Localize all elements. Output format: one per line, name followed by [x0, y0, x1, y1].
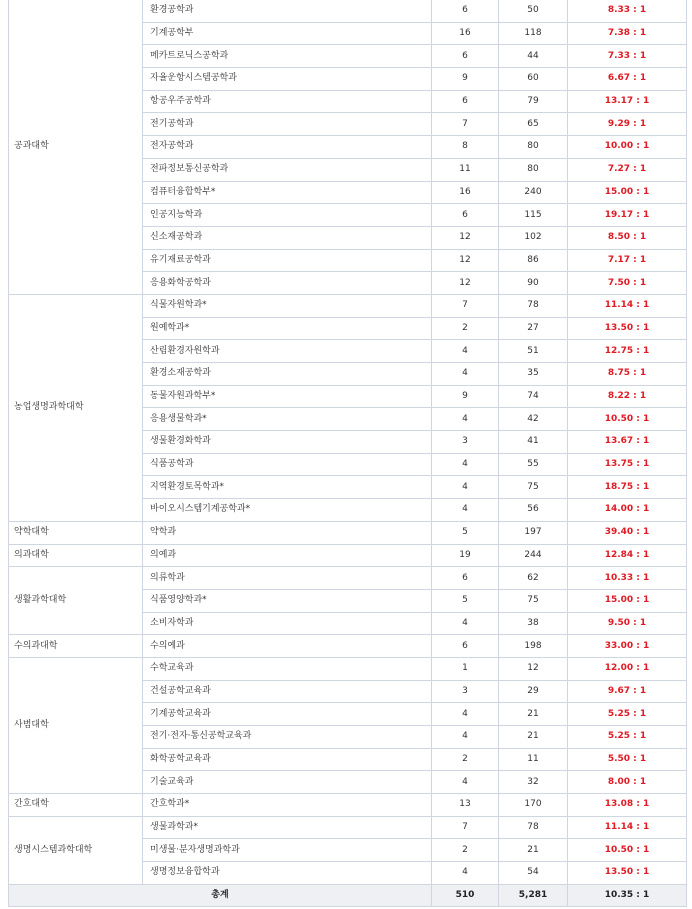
applicants-cell: 32 [499, 771, 568, 794]
applicants-cell: 74 [499, 385, 568, 408]
competition-rate-cell: 7.33 : 1 [568, 45, 687, 68]
total-label: 총계 [9, 884, 432, 906]
applicants-cell: 75 [499, 589, 568, 612]
quota-cell: 7 [432, 113, 499, 136]
table-row [9, 521, 687, 544]
applicants-cell: 79 [499, 90, 568, 113]
applicants-cell: 102 [499, 226, 568, 249]
competition-rate-cell: 13.50 : 1 [568, 317, 687, 340]
competition-table-container [8, 0, 686, 907]
applicants-cell: 90 [499, 272, 568, 295]
department-name: 산림환경자원학과 [143, 340, 432, 363]
table-row [9, 816, 687, 839]
competition-rate-cell: 10.00 : 1 [568, 136, 687, 159]
department-name: 의예과 [143, 544, 432, 567]
quota-cell: 5 [432, 589, 499, 612]
applicants-cell: 80 [499, 136, 568, 159]
quota-cell: 4 [432, 703, 499, 726]
competition-rate-cell: 8.33 : 1 [568, 0, 687, 22]
quota-cell: 2 [432, 748, 499, 771]
quota-cell: 6 [432, 204, 499, 227]
quota-cell: 4 [432, 363, 499, 386]
college-name: 생명시스템과학대학 [9, 816, 143, 884]
quota-cell: 2 [432, 317, 499, 340]
applicants-cell: 78 [499, 816, 568, 839]
quota-cell: 4 [432, 499, 499, 522]
department-name: 동물자원과학부* [143, 385, 432, 408]
applicants-cell: 65 [499, 113, 568, 136]
quota-cell: 6 [432, 90, 499, 113]
applicants-cell: 50 [499, 0, 568, 22]
department-name: 유기재료공학과 [143, 249, 432, 272]
quota-cell: 4 [432, 408, 499, 431]
college-name: 생활과학대학 [9, 567, 143, 635]
competition-rate-cell: 13.50 : 1 [568, 862, 687, 885]
competition-rate-cell: 12.75 : 1 [568, 340, 687, 363]
college-name: 사범대학 [9, 657, 143, 793]
department-name: 환경공학과 [143, 0, 432, 22]
applicants-cell: 55 [499, 453, 568, 476]
department-name: 식품공학과 [143, 453, 432, 476]
applicants-cell: 75 [499, 476, 568, 499]
department-name: 의류학과 [143, 567, 432, 590]
department-name: 항공우주공학과 [143, 90, 432, 113]
competition-rate-cell: 10.50 : 1 [568, 839, 687, 862]
table-row [9, 544, 687, 567]
department-name: 응용생물학과* [143, 408, 432, 431]
applicants-cell: 27 [499, 317, 568, 340]
applicants-cell: 38 [499, 612, 568, 635]
competition-rate-cell: 8.50 : 1 [568, 226, 687, 249]
applicants-cell: 54 [499, 862, 568, 885]
competition-rate-cell: 5.25 : 1 [568, 726, 687, 749]
quota-cell: 4 [432, 862, 499, 885]
department-name: 바이오시스템기계공학과* [143, 499, 432, 522]
applicants-cell: 198 [499, 635, 568, 658]
department-name: 자율운항시스템공학과 [143, 68, 432, 91]
department-name: 기계공학교육과 [143, 703, 432, 726]
department-name: 생물환경화학과 [143, 431, 432, 454]
table-row [9, 635, 687, 658]
competition-rate-cell: 9.29 : 1 [568, 113, 687, 136]
applicants-cell: 244 [499, 544, 568, 567]
competition-rate-cell: 5.25 : 1 [568, 703, 687, 726]
competition-rate-cell: 12.00 : 1 [568, 657, 687, 680]
department-name: 전파정보통신공학과 [143, 158, 432, 181]
applicants-cell: 42 [499, 408, 568, 431]
applicants-cell: 115 [499, 204, 568, 227]
competition-rate-cell: 11.14 : 1 [568, 294, 687, 317]
quota-cell: 6 [432, 567, 499, 590]
quota-cell: 9 [432, 385, 499, 408]
competition-rate-cell: 6.67 : 1 [568, 68, 687, 91]
applicants-cell: 60 [499, 68, 568, 91]
applicants-cell: 21 [499, 703, 568, 726]
college-name: 농업생명과학대학 [9, 294, 143, 521]
competition-rate-cell: 11.14 : 1 [568, 816, 687, 839]
quota-cell: 7 [432, 816, 499, 839]
competition-rate-cell: 13.75 : 1 [568, 453, 687, 476]
total-row [9, 884, 687, 906]
quota-cell: 16 [432, 22, 499, 45]
quota-cell: 1 [432, 657, 499, 680]
quota-cell: 4 [432, 453, 499, 476]
competition-rate-cell: 10.33 : 1 [568, 567, 687, 590]
quota-cell: 6 [432, 635, 499, 658]
total-applicants: 5,281 [499, 884, 568, 906]
applicants-cell: 12 [499, 657, 568, 680]
department-name: 생물과학과* [143, 816, 432, 839]
department-name: 미생물·분자생명과학과 [143, 839, 432, 862]
applicants-cell: 11 [499, 748, 568, 771]
department-name: 전자공학과 [143, 136, 432, 159]
college-name: 간호대학 [9, 794, 143, 817]
quota-cell: 4 [432, 476, 499, 499]
quota-cell: 12 [432, 249, 499, 272]
college-name: 수의과대학 [9, 635, 143, 658]
competition-rate-cell: 18.75 : 1 [568, 476, 687, 499]
department-name: 전기공학과 [143, 113, 432, 136]
department-name: 화학공학교육과 [143, 748, 432, 771]
competition-rate-cell: 39.40 : 1 [568, 521, 687, 544]
table-row [9, 567, 687, 590]
applicants-cell: 29 [499, 680, 568, 703]
department-name: 건설공학교육과 [143, 680, 432, 703]
department-name: 생명정보융합학과 [143, 862, 432, 885]
quota-cell: 7 [432, 294, 499, 317]
applicants-cell: 118 [499, 22, 568, 45]
department-name: 인공지능학과 [143, 204, 432, 227]
competition-rate-cell: 14.00 : 1 [568, 499, 687, 522]
quota-cell: 13 [432, 794, 499, 817]
department-name: 식품영양학과* [143, 589, 432, 612]
department-name: 수학교육과 [143, 657, 432, 680]
competition-rate-cell: 33.00 : 1 [568, 635, 687, 658]
department-name: 약학과 [143, 521, 432, 544]
quota-cell: 4 [432, 612, 499, 635]
competition-rate-cell: 7.50 : 1 [568, 272, 687, 295]
competition-rate-cell: 15.00 : 1 [568, 589, 687, 612]
competition-rate-cell: 19.17 : 1 [568, 204, 687, 227]
competition-rate-cell: 13.17 : 1 [568, 90, 687, 113]
applicants-cell: 44 [499, 45, 568, 68]
applicants-cell: 240 [499, 181, 568, 204]
applicants-cell: 21 [499, 726, 568, 749]
department-name: 소비자학과 [143, 612, 432, 635]
table-body [9, 0, 687, 884]
quota-cell: 19 [432, 544, 499, 567]
table-row [9, 294, 687, 317]
quota-cell: 4 [432, 771, 499, 794]
department-name: 기계공학부 [143, 22, 432, 45]
department-name: 지역환경토목학과* [143, 476, 432, 499]
applicants-cell: 197 [499, 521, 568, 544]
competition-rate-table [8, 0, 687, 907]
competition-rate-cell: 7.27 : 1 [568, 158, 687, 181]
quota-cell: 5 [432, 521, 499, 544]
department-name: 컴퓨터융합학부* [143, 181, 432, 204]
department-name: 수의예과 [143, 635, 432, 658]
table-row [9, 0, 687, 22]
applicants-cell: 86 [499, 249, 568, 272]
department-name: 신소재공학과 [143, 226, 432, 249]
competition-rate-cell: 12.84 : 1 [568, 544, 687, 567]
competition-rate-cell: 7.17 : 1 [568, 249, 687, 272]
department-name: 전기·전자·통신공학교육과 [143, 726, 432, 749]
applicants-cell: 78 [499, 294, 568, 317]
applicants-cell: 62 [499, 567, 568, 590]
quota-cell: 4 [432, 726, 499, 749]
department-name: 간호학과* [143, 794, 432, 817]
total-quota: 510 [432, 884, 499, 906]
department-name: 환경소재공학과 [143, 363, 432, 386]
quota-cell: 6 [432, 45, 499, 68]
applicants-cell: 35 [499, 363, 568, 386]
quota-cell: 12 [432, 272, 499, 295]
applicants-cell: 80 [499, 158, 568, 181]
total-rate: 10.35 : 1 [568, 884, 687, 906]
applicants-cell: 51 [499, 340, 568, 363]
college-name: 의과대학 [9, 544, 143, 567]
competition-rate-cell: 9.50 : 1 [568, 612, 687, 635]
competition-rate-cell: 10.50 : 1 [568, 408, 687, 431]
applicants-cell: 56 [499, 499, 568, 522]
quota-cell: 4 [432, 340, 499, 363]
competition-rate-cell: 5.50 : 1 [568, 748, 687, 771]
quota-cell: 3 [432, 680, 499, 703]
competition-rate-cell: 8.22 : 1 [568, 385, 687, 408]
competition-rate-cell: 8.00 : 1 [568, 771, 687, 794]
department-name: 메카트로닉스공학과 [143, 45, 432, 68]
college-name: 공과대학 [9, 0, 143, 294]
competition-rate-cell: 8.75 : 1 [568, 363, 687, 386]
quota-cell: 6 [432, 0, 499, 22]
quota-cell: 2 [432, 839, 499, 862]
department-name: 응용화학공학과 [143, 272, 432, 295]
table-row [9, 657, 687, 680]
applicants-cell: 21 [499, 839, 568, 862]
quota-cell: 8 [432, 136, 499, 159]
college-name: 약학대학 [9, 521, 143, 544]
competition-rate-cell: 7.38 : 1 [568, 22, 687, 45]
quota-cell: 9 [432, 68, 499, 91]
competition-rate-cell: 13.67 : 1 [568, 431, 687, 454]
quota-cell: 12 [432, 226, 499, 249]
competition-rate-cell: 9.67 : 1 [568, 680, 687, 703]
quota-cell: 11 [432, 158, 499, 181]
department-name: 기술교육과 [143, 771, 432, 794]
department-name: 식물자원학과* [143, 294, 432, 317]
competition-rate-cell: 15.00 : 1 [568, 181, 687, 204]
table-row [9, 794, 687, 817]
quota-cell: 16 [432, 181, 499, 204]
applicants-cell: 41 [499, 431, 568, 454]
applicants-cell: 170 [499, 794, 568, 817]
department-name: 원예학과* [143, 317, 432, 340]
quota-cell: 3 [432, 431, 499, 454]
competition-rate-cell: 13.08 : 1 [568, 794, 687, 817]
